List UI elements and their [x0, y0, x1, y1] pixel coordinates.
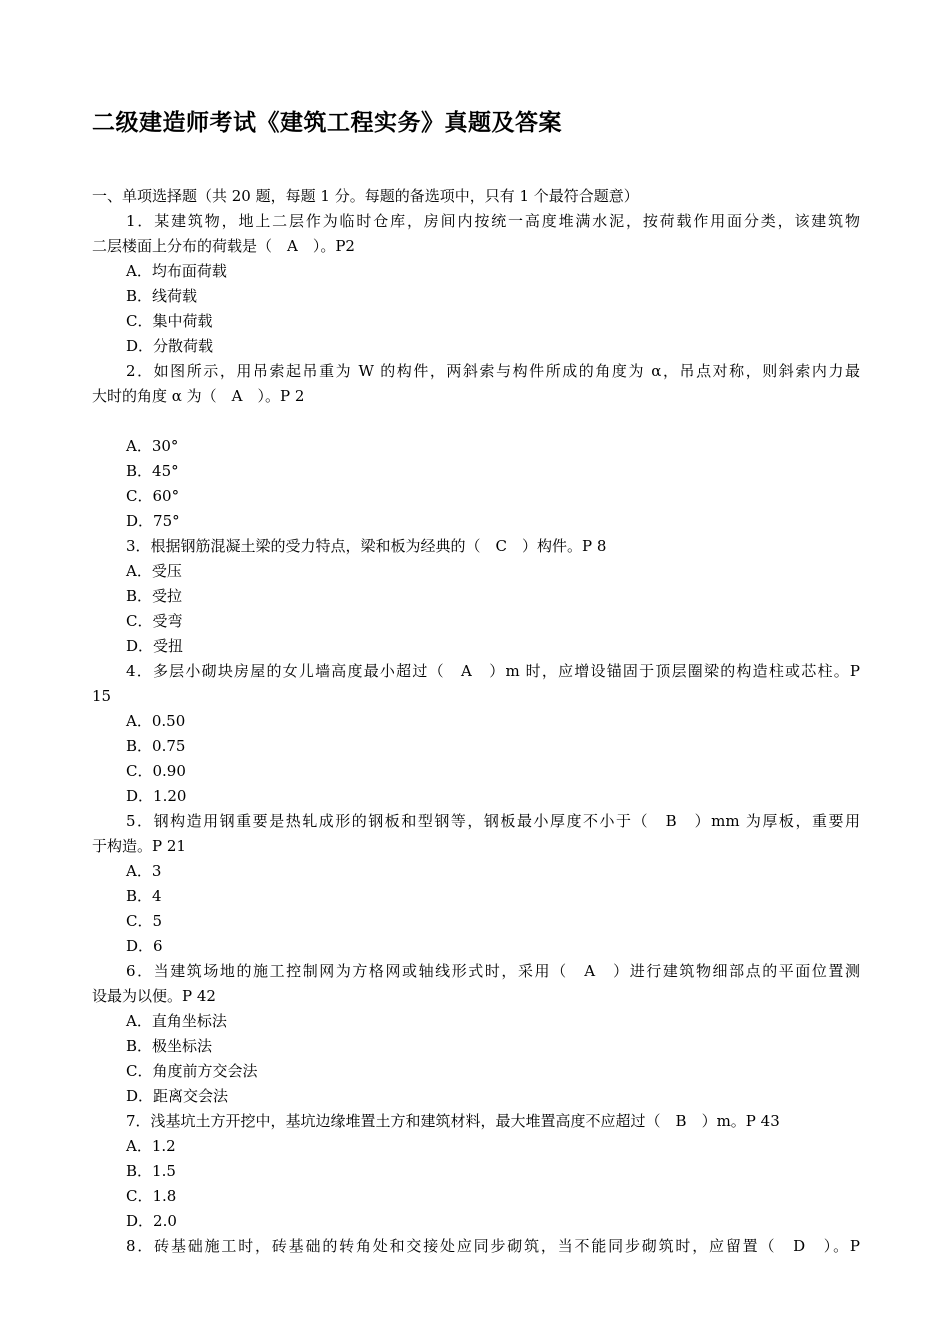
document-title: 二级建造师考试《建筑工程实务》真题及答案	[92, 110, 562, 136]
question-7-option-b: B．1.5	[126, 1162, 176, 1180]
question-1-option-a: A．均布面荷载	[126, 262, 227, 280]
question-5-stem: 5．钢构造用钢重要是热轧成形的钢板和型钢等，钢板最小厚度不小于（ B ）mm 为厚板，重要用	[126, 812, 860, 830]
question-3-option-b: B．受拉	[126, 587, 183, 605]
question-1-stem-cont: 二层楼面上分布的荷载是（ A ）。P2	[92, 237, 355, 255]
question-7-option-d: D．2.0	[126, 1212, 177, 1230]
question-3-stem: 3．根据钢筋混凝土梁的受力特点，梁和板为经典的（ C ）构件。P 8	[126, 537, 607, 555]
question-6-option-a: A．直角坐标法	[126, 1012, 227, 1030]
question-4-stem: 4．多层小砌块房屋的女儿墙高度最小超过（ A ）m 时，应增设锚固于顶层圈梁的构造柱或芯柱。P	[126, 662, 860, 680]
question-5-option-b: B．4	[126, 887, 162, 905]
question-2-option-c: C．60°	[126, 487, 180, 505]
question-4-stem-cont: 15	[92, 687, 112, 705]
question-1-option-c: C．集中荷载	[126, 312, 213, 330]
question-2-stem-cont: 大时的角度 α 为（ A ）。P 2	[92, 387, 305, 405]
section-heading: 一、单项选择题（共 20 题，每题 1 分。每题的备选项中，只有 1 个最符合题意）	[92, 187, 639, 205]
question-list	[92, 184, 860, 1259]
question-1-option-b: B．线荷载	[126, 287, 198, 305]
question-3-option-d: D．受扭	[126, 637, 184, 655]
question-4-option-d: D．1.20	[126, 787, 187, 805]
question-4-option-c: C．0.90	[126, 762, 186, 780]
question-2-option-a: A．30°	[126, 437, 179, 455]
question-8-stem: 8．砖基础施工时，砖基础的转角处和交接处应同步砌筑，当不能同步砌筑时，应留置（ D ）。P	[126, 1237, 860, 1255]
question-4-option-a: A．0.50	[126, 712, 186, 730]
question-1-option-d: D．分散荷载	[126, 337, 214, 355]
question-7-option-a: A．1.2	[126, 1137, 176, 1155]
question-6-option-b: B．极坐标法	[126, 1037, 213, 1055]
question-7-option-c: C．1.8	[126, 1187, 177, 1205]
question-5-option-a: A．3	[126, 862, 162, 880]
question-2-option-d: D．75°	[126, 512, 180, 530]
question-3-option-a: A．受压	[126, 562, 182, 580]
question-1-stem: 1．某建筑物，地上二层作为临时仓库，房间内按统一高度堆满水泥，按荷载作用面分类，该建筑物	[126, 212, 860, 230]
question-6-stem-cont: 设最为以便。P 42	[92, 987, 216, 1005]
question-5-stem-cont: 于构造。P 21	[92, 837, 186, 855]
question-5-option-d: D．6	[126, 937, 163, 955]
question-2-option-b: B．45°	[126, 462, 179, 480]
question-6-stem: 6．当建筑场地的施工控制网为方格网或轴线形式时，采用（ A ）进行建筑物细部点的平面位置测	[126, 962, 860, 980]
question-2-stem: 2．如图所示，用吊索起吊重为 W 的构件，两斜索与构件所成的角度为 α，吊点对称，则斜索内力最	[126, 362, 860, 380]
question-3-option-c: C．受弯	[126, 612, 183, 630]
figure-placeholder	[92, 409, 860, 434]
question-6-option-d: D．距离交会法	[126, 1087, 229, 1105]
question-7-stem: 7．浅基坑土方开挖中，基坑边缘堆置土方和建筑材料，最大堆置高度不应超过（ B ）m。P 43	[126, 1112, 780, 1130]
question-5-option-c: C．5	[126, 912, 163, 930]
question-4-option-b: B．0.75	[126, 737, 186, 755]
question-6-option-c: C．角度前方交会法	[126, 1062, 258, 1080]
